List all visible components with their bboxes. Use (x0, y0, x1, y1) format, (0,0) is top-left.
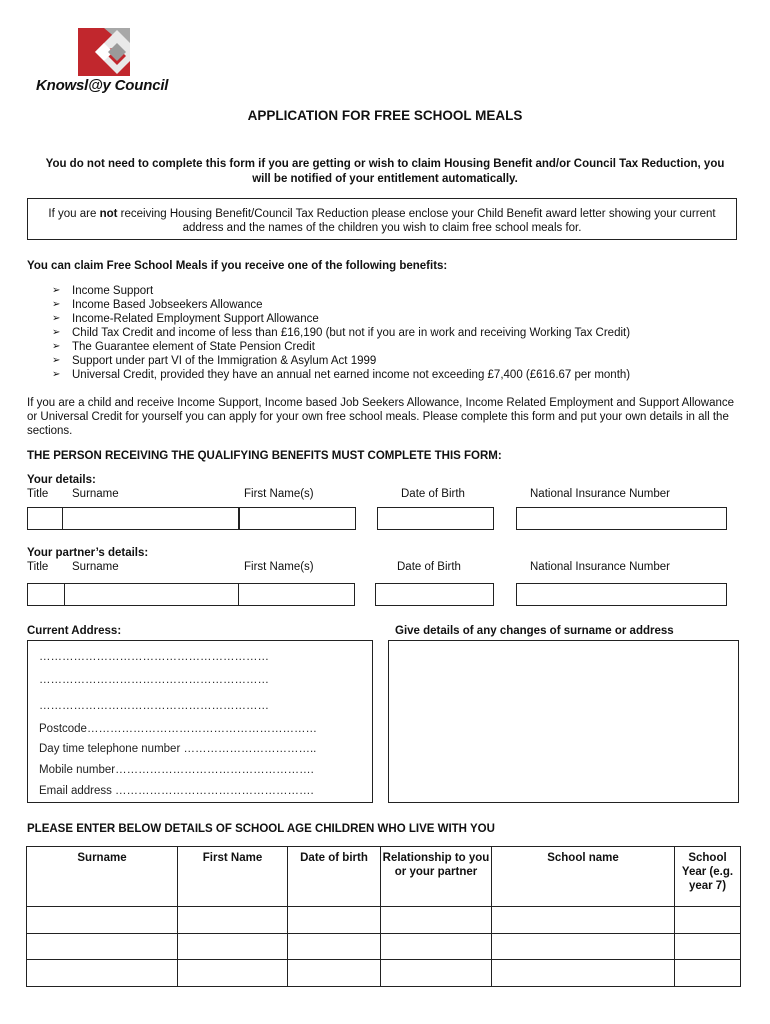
table-row (27, 907, 741, 934)
address-line-1[interactable]: …………………………………………………… (39, 651, 269, 663)
mobile-number-field[interactable]: Mobile number……………………………………………. (39, 764, 314, 776)
partner-surname-field[interactable] (64, 583, 239, 606)
your-ni-label: National Insurance Number (530, 488, 670, 500)
child-year-cell[interactable] (675, 934, 741, 960)
your-surname-label: Surname (72, 488, 119, 500)
col-school-name: School name (492, 847, 675, 907)
child-first-name-cell[interactable] (178, 960, 288, 987)
box-text-emph: not (99, 208, 118, 220)
col-surname: Surname (27, 847, 178, 907)
benefits-list (52, 284, 630, 382)
your-first-names-field[interactable] (239, 507, 356, 530)
table-header-row (27, 847, 741, 907)
children-heading: PLEASE ENTER BELOW DETAILS OF SCHOOL AGE CHILDREN WHO LIVE WITH YOU (27, 823, 495, 835)
table-row (27, 934, 741, 960)
child-dob-cell[interactable] (288, 960, 381, 987)
partner-first-names-field[interactable] (238, 583, 355, 606)
child-relationship-cell[interactable] (381, 960, 492, 987)
email-address-field[interactable]: Email address ……………………………………………. (39, 785, 314, 797)
child-claimant-paragraph: If you are a child and receive Income Support, Income based Job Seekers Allowance, Income Related Employment and Support Allowance or Universal Credit for yourself you can apply for your own free school meals. Please complete this form and put your own details in all the sections. (27, 397, 735, 437)
benefit-item: ➢ Income-Related Employment Support Allowance (52, 312, 630, 326)
child-first-name-cell[interactable] (178, 934, 288, 960)
partner-details-heading: Your partner’s details: (27, 547, 149, 559)
page-title: APPLICATION FOR FREE SCHOOL MEALS (247, 108, 523, 123)
child-dob-cell[interactable] (288, 907, 381, 934)
benefit-item: ➢ Income Support (52, 284, 630, 298)
child-surname-cell[interactable] (27, 907, 178, 934)
box-text-pre: If you are (48, 208, 100, 220)
benefit-item: ➢ The Guarantee element of State Pension Credit (52, 340, 630, 354)
child-school-cell[interactable] (492, 907, 675, 934)
partner-ni-field[interactable] (516, 583, 727, 606)
address-line-2[interactable]: …………………………………………………… (39, 674, 269, 686)
benefit-item: ➢ Income Based Jobseekers Allowance (52, 298, 630, 312)
your-surname-field[interactable] (62, 507, 239, 530)
child-dob-cell[interactable] (288, 934, 381, 960)
child-first-name-cell[interactable] (178, 907, 288, 934)
col-first-name: First Name (178, 847, 288, 907)
partner-dob-label: Date of Birth (397, 561, 461, 573)
child-relationship-cell[interactable] (381, 907, 492, 934)
partner-first-names-label: First Name(s) (244, 561, 314, 573)
benefit-item: ➢ Universal Credit, provided they have an annual net earned income not exceeding £7,400 (£616.67 per month) (52, 368, 630, 382)
benefit-item: ➢ Child Tax Credit and income of less than £16,190 (but not if you are in work and receiving Working Tax Credit) (52, 326, 630, 340)
table-row (27, 960, 741, 987)
partner-ni-label: National Insurance Number (530, 561, 670, 573)
council-logo-mark (78, 28, 130, 76)
box-text-post: receiving Housing Benefit/Council Tax Reduction please enclose your Child Benefit award letter showing your current address and the names of the children you wish to claim free school meals for. (117, 208, 716, 234)
partner-dob-field[interactable] (375, 583, 494, 606)
address-line-3[interactable]: …………………………………………………… (39, 700, 269, 712)
partner-title-label: Title (27, 561, 49, 573)
child-surname-cell[interactable] (27, 934, 178, 960)
current-address-box[interactable] (27, 640, 373, 803)
col-relationship: Relationship to you or your partner (381, 847, 492, 907)
benefit-item: ➢ Support under part VI of the Immigration & Asylum Act 1999 (52, 354, 630, 368)
your-dob-label: Date of Birth (401, 488, 465, 500)
your-dob-field[interactable] (377, 507, 494, 530)
child-school-cell[interactable] (492, 934, 675, 960)
col-school-year: School Year (e.g. year 7) (675, 847, 741, 907)
changes-heading: Give details of any changes of surname or address (395, 625, 674, 637)
child-year-cell[interactable] (675, 907, 741, 934)
entitlement-notice: You do not need to complete this form if you are getting or wish to claim Housing Benefit and/or Council Tax Reduction, you will be notified of your entitlement automatically. (45, 158, 725, 185)
daytime-phone-field[interactable]: Day time telephone number …………………………….. (39, 743, 317, 755)
child-year-cell[interactable] (675, 960, 741, 987)
partner-surname-label: Surname (72, 561, 119, 573)
col-dob: Date of birth (288, 847, 381, 907)
child-surname-cell[interactable] (27, 960, 178, 987)
current-address-heading: Current Address: (27, 625, 122, 637)
children-table (26, 846, 741, 987)
your-first-names-label: First Name(s) (244, 488, 314, 500)
child-relationship-cell[interactable] (381, 934, 492, 960)
your-title-label: Title (27, 488, 49, 500)
partner-title-field[interactable] (27, 583, 65, 606)
changes-details-box[interactable] (388, 640, 739, 803)
qualifying-person-heading: THE PERSON RECEIVING THE QUALIFYING BENEFITS MUST COMPLETE THIS FORM: (27, 450, 502, 462)
postcode-field[interactable]: Postcode…………………………………………………… (39, 723, 317, 735)
your-details-heading: Your details: (27, 474, 96, 486)
council-logo-text: Knowsl@y Council (36, 77, 169, 94)
benefits-heading: You can claim Free School Meals if you receive one of the following benefits: (27, 260, 448, 272)
child-benefit-instruction-box (27, 198, 737, 240)
your-ni-field[interactable] (516, 507, 727, 530)
child-school-cell[interactable] (492, 960, 675, 987)
your-title-field[interactable] (27, 507, 63, 530)
